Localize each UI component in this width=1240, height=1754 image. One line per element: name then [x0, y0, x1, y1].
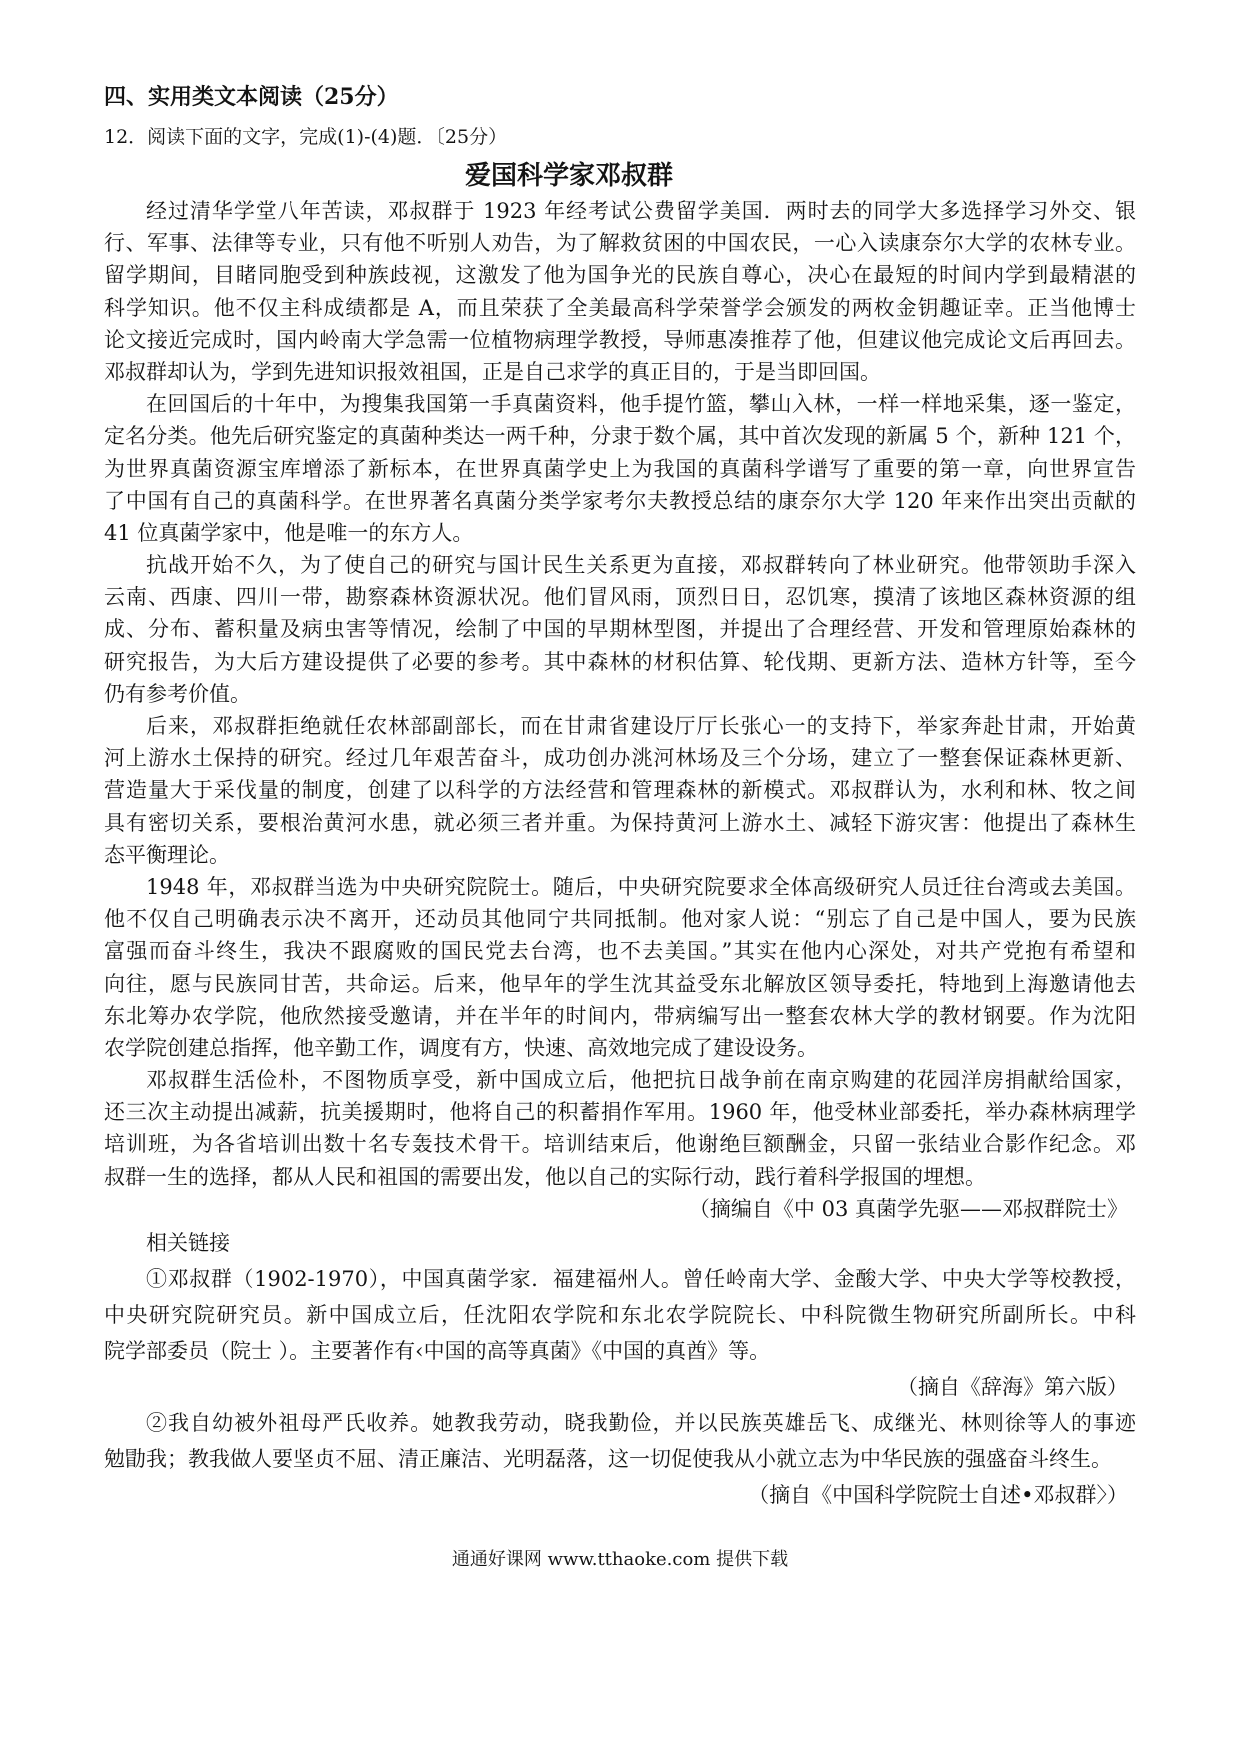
related-links-heading: 相关链接 [146, 1231, 230, 1255]
related-entry-source: （摘自《中国科学院院士自述•邓叔群〉） [748, 1483, 1128, 1507]
text-line: 农学院创建总指挥，他辛勤工作，调度有方，快速、高效地完成了建设设务。 [104, 1035, 818, 1060]
text-line: 研究报告，为大后方建设提供了必要的参考。其中森林的材积估算、轮伐期、更新方法、造林方针等，至今 [104, 649, 1136, 674]
text-line: 41 位真菌学家中，他是唯一的东方人。 [104, 520, 474, 545]
question-instruction: 12．阅读下面的文字，完成(1)-(4)题．〔25分） [104, 126, 508, 148]
text-line: ②我自幼被外祖母严氏收养。她教我劳动，晓我勤俭，并以民族英雄岳飞、成继光、林则徐等人的事迹 [146, 1411, 1136, 1435]
text-line: 云南、西康、四川一带，勘察森林资源状况。他们冒风雨，顶烈日日，忍饥寒，摸清了该地区森林资源的组 [104, 585, 1136, 610]
article-paragraph-6 [104, 1064, 1136, 1193]
text-line: 留学期间，目睹同胞受到种族歧视，这激发了他为国争光的民族自尊心，决心在最短的时间内学到最精湛的 [104, 263, 1136, 288]
article-source-citation: （摘编自《中 03 真菌学先驱——邓叔群院士》 [688, 1196, 1128, 1221]
text-line: 勉勖我；教我做人要坚贞不屈、清正廉洁、光明磊落，这一切促使我从小就立志为中华民族的强盛奋斗终生。 [104, 1447, 1112, 1471]
article-title: 爱国科学家邓叔群 [465, 161, 674, 191]
article-paragraph-4 [104, 710, 1136, 871]
text-line: 还三次主动提出减薪，抗美援期时，他将自己的积蓄捐作军用。1960 年，他受林业部委托，举办森林病理学 [104, 1100, 1136, 1125]
page-footer: 通通好课网 www.tthaoke.com 提供下载 [451, 1549, 789, 1570]
text-line: 河上游水土保持的研究。经过几年艰苦奋斗，成功创办洮河林场及三个分场，建立了一整套保证森林更新、 [104, 746, 1136, 771]
text-line: 在回国后的十年中，为搜集我国第一手真菌资料，他手提竹篮，攀山入林，一样一样地采集，逐一鉴定， [146, 392, 1136, 417]
text-line: ①邓叔群（1902-1970），中国真菌学家．福建福州人。曾任岭南大学、金酸大学、中央大学等校教授， [146, 1267, 1136, 1291]
text-line: 邓叔群生活俭朴，不图物质享受，新中国成立后，他把抗日战争前在南京购建的花园洋房捐献给国家， [146, 1068, 1136, 1093]
text-line: 1948 年，邓叔群当选为中央研究院院士。随后，中央研究院要求全体高级研究人员迁往台湾或去美国。 [146, 874, 1136, 899]
text-line: 向往，愿与民族同甘苦，共命运。后来，他早年的学生沈其益受东北解放区领导委托，特地到上海邀请他去 [104, 971, 1136, 996]
text-line: 叔群一生的选择，都从人民和祖国的需要出发，他以自己的实际行动，践行着科学报国的埋想。 [104, 1164, 986, 1189]
text-line: 邓叔群却认为，学到先进知识报效祖国，正是自己求学的真正目的，于是当即回国。 [104, 359, 881, 384]
text-line: 东北筹办农学院，他欣然接受邀请，并在半年的时间内，带病编写出一整套农林大学的教材钢要。作为沈阳 [104, 1003, 1136, 1028]
text-line: 为世界真菌资源宝库增添了新标本，在世界真菌学史上为我国的真菌科学谱写了重要的第一章，向世界宣告 [104, 456, 1136, 481]
text-line: 论文接近完成时，国内岭南大学急需一位植物病理学教授，导师惠凑推荐了他，但建议他完成论文后再回去。 [104, 327, 1136, 352]
section-heading: 四、实用类文本阅读（25分） [104, 84, 399, 110]
related-entry-1 [104, 1261, 1136, 1405]
article-paragraph-1 [104, 195, 1136, 388]
text-line: 抗战开始不久，为了使自己的研究与国计民生关系更为直接，邓叔群转向了林业研究。他带领助手深入 [146, 553, 1136, 578]
text-line: 富强而奋斗终生，我决不跟腐败的国民党去台湾，也不去美国。”其实在他内心深处，对共产党抱有希望和 [104, 939, 1136, 964]
article-paragraph-5 [104, 871, 1136, 1064]
article-paragraph-3 [104, 549, 1136, 710]
text-line: 经过清华学堂八年苦读，邓叔群于 1923 年经考试公费留学美国．两时去的同学大多选择学习外交、银 [146, 199, 1136, 223]
text-line: 定名分类。他先后研究鉴定的真菌种类达一两千种，分隶于数个属，其中首次发现的新属 5 个，新种 121 个， [104, 424, 1136, 449]
text-line: 行、军事、法律等专业，只有他不听别人劝告，为了解救贫困的中国农民，一心入读康奈尔大学的农林专业。 [104, 231, 1136, 256]
text-line: 中央研究院研究员。新中国成立后，任沈阳农学院和东北农学院院长、中科院微生物研究所副所长。中科 [104, 1303, 1136, 1327]
article-paragraph-2 [104, 388, 1136, 549]
related-links-section [104, 1225, 1136, 1513]
text-line: 成、分布、蓄积量及病虫害等情况，绘制了中国的早期林型图，并提出了合理经营、开发和管理原始森林的 [104, 617, 1136, 642]
text-line: 科学知识。他不仅主科成绩都是 A，而且荣获了全美最高科学荣誉学会颁发的两枚金钥趣证幸。正当他博士 [104, 295, 1136, 320]
text-line: 仍有参考价值。 [104, 681, 251, 706]
text-line: 态平衡理论。 [104, 842, 230, 867]
text-line: 营造量大于采伐量的制度，创建了以科学的方法经营和管理森林的新模式。邓叔群认为，水利和林、牧之间 [104, 778, 1136, 803]
related-entry-2 [104, 1405, 1136, 1513]
related-entry-source: （摘自《辞海》第六版） [897, 1375, 1128, 1399]
text-line: 具有密切关系，要根治黄河水患，就必须三者并重。为保持黄河上游水土、减轻下游灾害：他提出了森林生 [104, 810, 1136, 835]
exam-content [104, 77, 1136, 1513]
text-line: 了中国有自己的真菌科学。在世界著名真菌分类学家考尔夫教授总结的康奈尔大学 120 年来作出突出贡献的 [104, 488, 1136, 513]
text-line: 后来，邓叔群拒绝就任农林部副部长，而在甘肃省建设厅厅长张心一的支持下，举家奔赴甘肃，开始黄 [146, 714, 1136, 738]
text-line: 培训班，为各省培训出数十名专轰技术骨干。培训结束后，他谢绝巨额酬金，只留一张结业合影作纪念。邓 [104, 1132, 1136, 1157]
text-line: 院学部委员（院士 ）。主要著作有‹中国的高等真菌》《中国的真酋》等。 [104, 1339, 771, 1363]
text-line: 他不仅自己明确表示决不离开，还动员其他同宁共同抵制。他对家人说：“别忘了自己是中国人，要为民族 [104, 907, 1136, 932]
